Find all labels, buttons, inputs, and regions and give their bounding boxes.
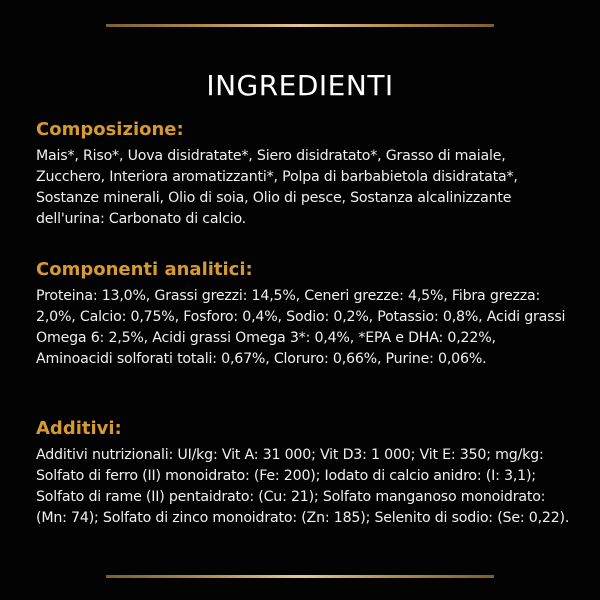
- section-heading-composizione: Composizione:: [36, 119, 184, 140]
- section-composizione: [36, 119, 576, 230]
- section-componenti-analitici: [36, 259, 576, 370]
- section-additivi: [36, 418, 576, 529]
- section-heading-componenti-analitici: Componenti analitici:: [36, 259, 253, 280]
- section-heading-additivi: Additivi:: [36, 418, 122, 439]
- top-divider: [106, 24, 494, 27]
- section-body-componenti-analitici: Proteina: 13,0%, Grassi grezzi: 14,5%, Ceneri grezze: 4,5%, Fibra grezza: 2,0%, Calcio: 0,75%, Fosforo: 0,4%, Sodio: 0,2%, Potassio: 0,8%, Acidi grassi Omega 6: 2,5%, Acidi grassi Omega 3*: 0,4%, *EPA e DHA: 0,22%, Aminoacidi solforati totali: 0,67%, Cloruro: 0,66%, Purine: 0,06%.: [36, 288, 566, 367]
- bottom-divider: [106, 575, 494, 578]
- section-body-additivi: Additivi nutrizionali: UI/kg: Vit A: 31 000; Vit D3: 1 000; Vit E: 350; mg/kg: Solfato di ferro (II) monoidrato: (Fe: 200); Iodato di calcio anidro: (I: 3,1); Solfato di rame (II) pentaidrato: (Cu: 21); Solfato manganoso monoidrato: (Mn: 74); Solfato di zinco monoidrato: (Zn: 185); Selenito di sodio: (Se: 0,22).: [36, 447, 570, 526]
- page-title: INGREDIENTI: [206, 68, 394, 102]
- section-body-composizione: Mais*, Riso*, Uova disidratate*, Siero disidratato*, Grasso di maiale, Zucchero, Interiora aromatizzanti*, Polpa di barbabietola disidratata*, Sostanze minerali, Olio di soia, Olio di pesce, Sostanza alcalinizzante dell'urina: Carbonato di calcio.: [36, 148, 518, 227]
